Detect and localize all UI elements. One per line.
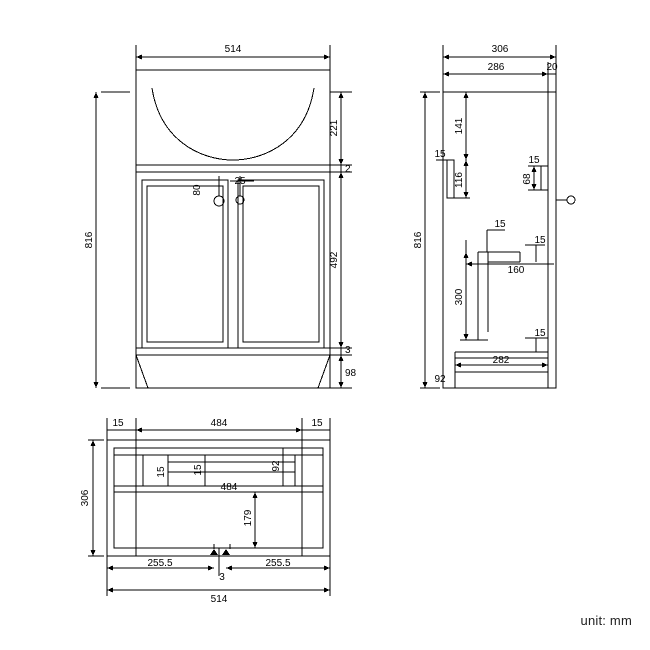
view-top-plan bbox=[88, 418, 330, 596]
dim-front-handle-spacing: 25 bbox=[234, 176, 246, 187]
dim-side-height: 816 bbox=[413, 231, 424, 249]
view-side-elevation bbox=[420, 45, 575, 388]
dim-side-bracket-offset: 15 bbox=[434, 149, 446, 160]
dim-top-depth: 306 bbox=[80, 489, 91, 507]
dim-top-rail-a: 15 bbox=[156, 466, 167, 478]
dim-side-bracket-height: 116 bbox=[454, 172, 465, 188]
dim-front-gap: 2 bbox=[345, 164, 351, 175]
dim-side-lower-gap: 15 bbox=[534, 328, 546, 339]
dim-front-door-height: 492 bbox=[329, 251, 340, 269]
dim-side-top-bracket: 141 bbox=[454, 117, 465, 135]
dim-top-rail-c: 92 bbox=[271, 460, 282, 472]
dim-front-plinth-gap: 3 bbox=[345, 345, 351, 356]
dim-side-shelf-width: 160 bbox=[507, 265, 525, 276]
dim-side-depth: 306 bbox=[491, 44, 509, 55]
dim-top-center-gap: 3 bbox=[219, 572, 225, 583]
dim-top-left-margin: 15 bbox=[112, 418, 124, 429]
dim-top-inner-width: 484 bbox=[210, 418, 228, 429]
dim-front-handle-offset: 80 bbox=[192, 184, 203, 196]
dim-side-shelf-offset: 15 bbox=[494, 219, 506, 230]
dim-side-right-height: 68 bbox=[522, 173, 533, 185]
dim-top-total-width: 514 bbox=[210, 594, 228, 605]
dim-top-panel-depth: 179 bbox=[243, 509, 254, 527]
dim-side-shelf-height: 300 bbox=[454, 288, 465, 306]
dim-side-depth-inner: 286 bbox=[487, 62, 505, 73]
dim-top-panel-width: 484 bbox=[220, 482, 238, 493]
unit-note: unit: mm bbox=[580, 613, 632, 628]
dim-side-shelf-gap: 15 bbox=[534, 235, 546, 246]
dim-top-half-left: 255.5 bbox=[147, 558, 173, 569]
dim-side-right-offset: 15 bbox=[528, 155, 540, 166]
dim-top-right-margin: 15 bbox=[311, 418, 323, 429]
dim-side-base-width: 282 bbox=[492, 355, 510, 366]
dim-front-plinth: 98 bbox=[345, 368, 357, 379]
dim-front-width: 514 bbox=[224, 44, 242, 55]
view-front-elevation bbox=[94, 45, 353, 388]
dim-top-half-right: 255.5 bbox=[265, 558, 291, 569]
dim-front-basin-height: 221 bbox=[329, 119, 340, 137]
dim-side-edge: 20 bbox=[546, 62, 558, 73]
dim-top-rail-b: 15 bbox=[193, 464, 204, 476]
dim-front-height: 816 bbox=[84, 231, 95, 249]
dim-side-base-height: 92 bbox=[434, 374, 446, 385]
